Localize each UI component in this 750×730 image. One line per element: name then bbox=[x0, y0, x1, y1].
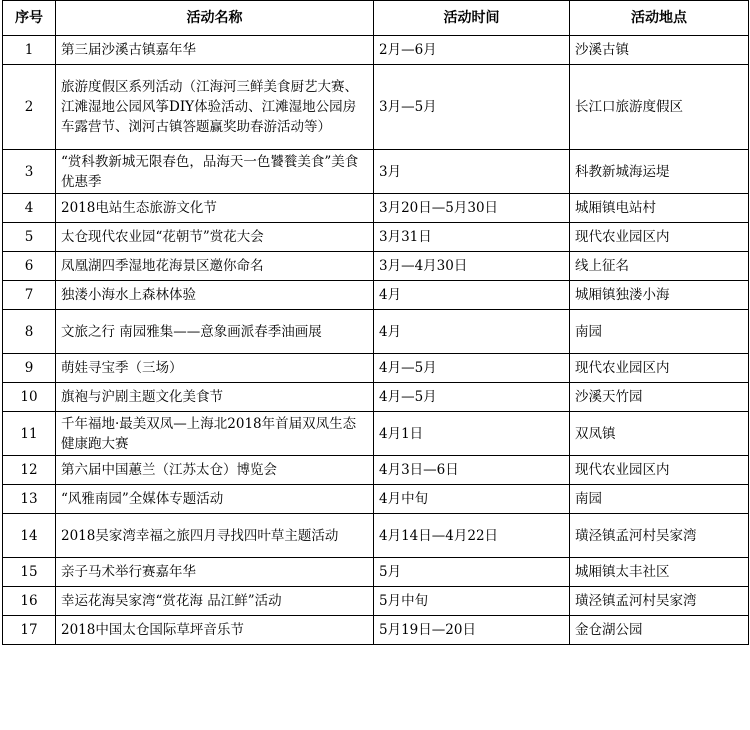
table-row bbox=[3, 383, 749, 412]
cell-place: 双凤镇 bbox=[570, 412, 749, 456]
cell-time: 3月31日 bbox=[374, 223, 570, 252]
events-table bbox=[2, 0, 749, 645]
cell-time: 4月—5月 bbox=[374, 383, 570, 412]
header-place: 活动地点 bbox=[570, 1, 749, 36]
cell-name: 亲子马术举行赛嘉年华 bbox=[56, 558, 374, 587]
cell-place: 沙溪古镇 bbox=[570, 36, 749, 65]
cell-place: 现代农业园区内 bbox=[570, 223, 749, 252]
cell-name: 文旅之行 南园雅集——意象画派春季油画展 bbox=[56, 310, 374, 354]
cell-no: 15 bbox=[3, 558, 56, 587]
cell-name: 第六届中国蕙兰（江苏太仓）博览会 bbox=[56, 456, 374, 485]
cell-no: 12 bbox=[3, 456, 56, 485]
table-row bbox=[3, 616, 749, 645]
table-row bbox=[3, 558, 749, 587]
cell-name: 2018电站生态旅游文化节 bbox=[56, 194, 374, 223]
cell-name: 旅游度假区系列活动（江海河三鲜美食厨艺大赛、江滩湿地公园风筝DIY体验活动、江滩湿地公园房车露营节、浏河古镇答题赢奖助春游活动等） bbox=[56, 65, 374, 150]
cell-time: 4月1日 bbox=[374, 412, 570, 456]
table-row bbox=[3, 587, 749, 616]
cell-time: 4月中旬 bbox=[374, 485, 570, 514]
cell-name: 幸运花海吴家湾“赏花海 品江鲜”活动 bbox=[56, 587, 374, 616]
cell-no: 7 bbox=[3, 281, 56, 310]
cell-name: 太仓现代农业园“花朝节”赏花大会 bbox=[56, 223, 374, 252]
cell-name: 萌娃寻宝季（三场） bbox=[56, 354, 374, 383]
cell-place: 沙溪天竹园 bbox=[570, 383, 749, 412]
cell-no: 5 bbox=[3, 223, 56, 252]
cell-time: 5月 bbox=[374, 558, 570, 587]
header-row bbox=[3, 1, 749, 36]
cell-place: 长江口旅游度假区 bbox=[570, 65, 749, 150]
header-time: 活动时间 bbox=[374, 1, 570, 36]
cell-place: 南园 bbox=[570, 485, 749, 514]
cell-time: 3月20日—5月30日 bbox=[374, 194, 570, 223]
cell-place: 线上征名 bbox=[570, 252, 749, 281]
cell-name: “风雅南园”全媒体专题活动 bbox=[56, 485, 374, 514]
table-row bbox=[3, 36, 749, 65]
cell-place: 城厢镇电站村 bbox=[570, 194, 749, 223]
header-name: 活动名称 bbox=[56, 1, 374, 36]
cell-name: 旗袍与沪剧主题文化美食节 bbox=[56, 383, 374, 412]
cell-time: 4月3日—6日 bbox=[374, 456, 570, 485]
cell-time: 3月 bbox=[374, 150, 570, 194]
cell-time: 3月—5月 bbox=[374, 65, 570, 150]
table-row bbox=[3, 194, 749, 223]
cell-no: 8 bbox=[3, 310, 56, 354]
cell-name: 2018中国太仓国际草坪音乐节 bbox=[56, 616, 374, 645]
cell-name: 2018吴家湾幸福之旅四月寻找四叶草主题活动 bbox=[56, 514, 374, 558]
cell-no: 14 bbox=[3, 514, 56, 558]
cell-time: 4月 bbox=[374, 310, 570, 354]
cell-time: 5月19日—20日 bbox=[374, 616, 570, 645]
cell-no: 9 bbox=[3, 354, 56, 383]
cell-no: 17 bbox=[3, 616, 56, 645]
cell-time: 2月—6月 bbox=[374, 36, 570, 65]
cell-time: 5月中旬 bbox=[374, 587, 570, 616]
cell-no: 3 bbox=[3, 150, 56, 194]
table-row bbox=[3, 456, 749, 485]
cell-no: 13 bbox=[3, 485, 56, 514]
cell-place: 璜泾镇孟河村吴家湾 bbox=[570, 587, 749, 616]
cell-place: 现代农业园区内 bbox=[570, 456, 749, 485]
cell-place: 城厢镇太丰社区 bbox=[570, 558, 749, 587]
cell-time: 4月14日—4月22日 bbox=[374, 514, 570, 558]
cell-no: 2 bbox=[3, 65, 56, 150]
cell-no: 4 bbox=[3, 194, 56, 223]
table-row bbox=[3, 65, 749, 150]
table-row bbox=[3, 354, 749, 383]
cell-no: 16 bbox=[3, 587, 56, 616]
cell-no: 11 bbox=[3, 412, 56, 456]
table-row bbox=[3, 412, 749, 456]
cell-time: 3月—4月30日 bbox=[374, 252, 570, 281]
cell-name: “赏科教新城无限春色，品海天一色饕餮美食”美食优惠季 bbox=[56, 150, 374, 194]
cell-no: 10 bbox=[3, 383, 56, 412]
table-row bbox=[3, 485, 749, 514]
table-row bbox=[3, 514, 749, 558]
cell-time: 4月—5月 bbox=[374, 354, 570, 383]
cell-name: 独溇小海水上森林体验 bbox=[56, 281, 374, 310]
table-row bbox=[3, 281, 749, 310]
cell-time: 4月 bbox=[374, 281, 570, 310]
cell-name: 凤凰湖四季湿地花海景区邀你命名 bbox=[56, 252, 374, 281]
table-row bbox=[3, 150, 749, 194]
cell-no: 1 bbox=[3, 36, 56, 65]
cell-place: 城厢镇独溇小海 bbox=[570, 281, 749, 310]
cell-place: 科教新城海运堤 bbox=[570, 150, 749, 194]
table-row bbox=[3, 310, 749, 354]
cell-no: 6 bbox=[3, 252, 56, 281]
cell-name: 千年福地·最美双凤—上海北2018年首届双凤生态健康跑大赛 bbox=[56, 412, 374, 456]
header-no: 序号 bbox=[3, 1, 56, 36]
table-row bbox=[3, 252, 749, 281]
cell-place: 璜泾镇孟河村吴家湾 bbox=[570, 514, 749, 558]
cell-place: 南园 bbox=[570, 310, 749, 354]
cell-place: 金仓湖公园 bbox=[570, 616, 749, 645]
table-row bbox=[3, 223, 749, 252]
cell-place: 现代农业园区内 bbox=[570, 354, 749, 383]
cell-name: 第三届沙溪古镇嘉年华 bbox=[56, 36, 374, 65]
